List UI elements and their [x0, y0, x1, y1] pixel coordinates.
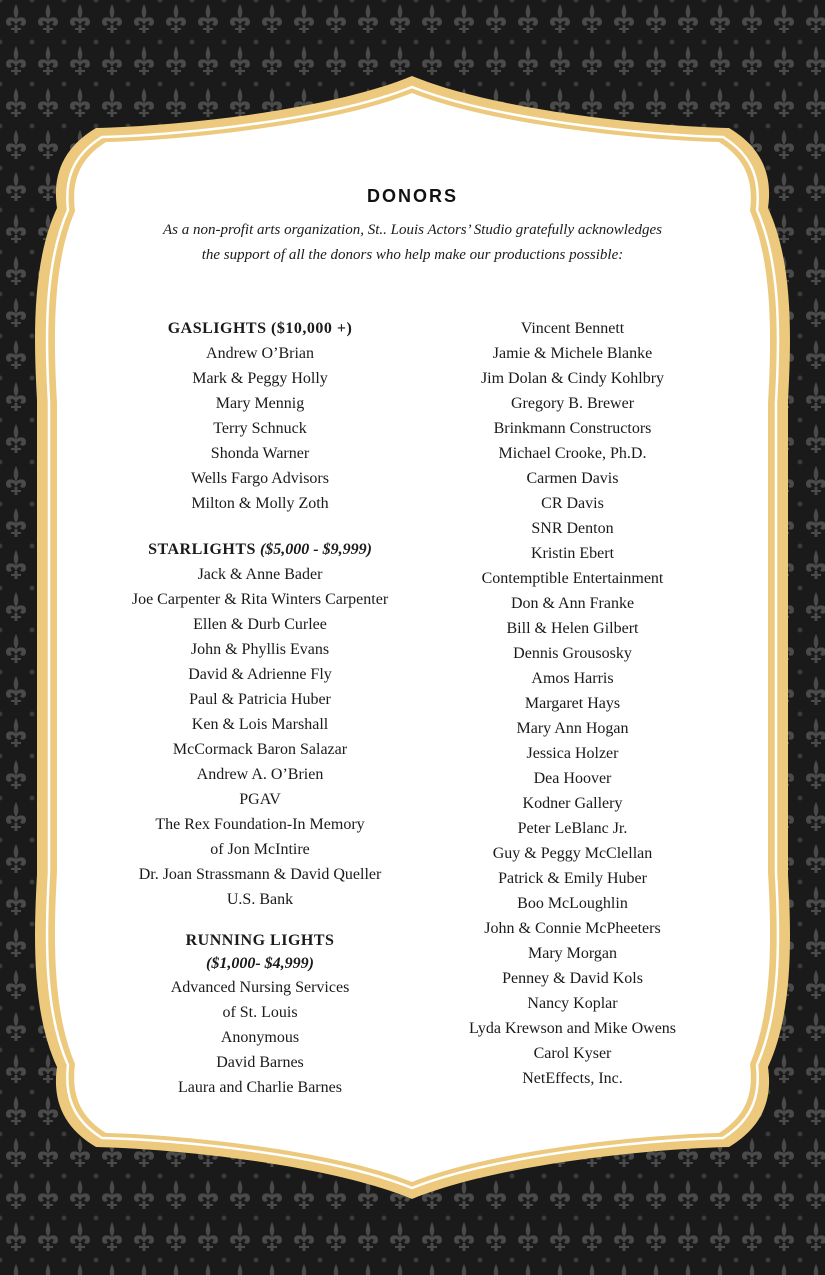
- gaslights-heading: GASLIGHTS ($10,000 +): [167, 320, 353, 337]
- donor-name: Milton & Molly Zoth: [191, 495, 329, 512]
- donor-name: Carol Kyser: [533, 1045, 612, 1062]
- donor-name: Amos Harris: [531, 670, 614, 687]
- donor-name: Ken & Lois Marshall: [191, 716, 329, 733]
- donor-name: John & Connie McPheeters: [484, 920, 661, 937]
- donor-name: Penney & David Kols: [502, 970, 643, 987]
- donor-name: The Rex Foundation-In Memory: [155, 816, 365, 833]
- donor-name: Kristin Ebert: [530, 545, 615, 562]
- donor-name: Don & Ann Franke: [510, 595, 635, 612]
- starlights-range: ($5,000 - $9,999): [259, 541, 372, 558]
- running-lights-range: ($1,000- $4,999): [206, 955, 314, 972]
- donor-name: Jessica Holzer: [526, 745, 619, 762]
- donor-name: Mary Morgan: [527, 945, 618, 962]
- donor-name: U.S. Bank: [226, 891, 294, 908]
- donor-name: John & Phyllis Evans: [190, 641, 330, 658]
- donor-name: Margaret Hays: [524, 695, 621, 712]
- donor-name: McCormack Baron Salazar: [172, 741, 348, 758]
- right-column-list: [425, 316, 720, 1091]
- donor-name: Brinkmann Constructors: [493, 420, 652, 437]
- donor-name: Gregory B. Brewer: [510, 395, 635, 412]
- donor-name: Jack & Anne Bader: [197, 566, 323, 583]
- donor-name: Wells Fargo Advisors: [191, 470, 329, 487]
- donor-name: Andrew O’Brian: [206, 345, 314, 362]
- intro-text: [110, 218, 715, 268]
- donor-name: Peter LeBlanc Jr.: [517, 820, 628, 837]
- donor-name: of St. Louis: [222, 1004, 298, 1021]
- donor-name: Jim Dolan & Cindy Kohlbry: [480, 370, 665, 387]
- donor-name: Anonymous: [220, 1029, 300, 1046]
- starlights-heading-label: STARLIGHTS: [148, 541, 256, 558]
- donor-name: Kodner Gallery: [522, 795, 623, 812]
- starlights-list: [110, 562, 410, 912]
- donor-name: Mark & Peggy Holly: [192, 370, 328, 387]
- donor-name: David Barnes: [216, 1054, 304, 1071]
- intro-line: the support of all the donors who help make our productions possible:: [201, 247, 624, 263]
- donor-name: PGAV: [239, 791, 281, 808]
- gaslights-list: [110, 341, 410, 516]
- donor-name: SNR Denton: [531, 520, 614, 537]
- page-title: DONORS: [366, 186, 458, 206]
- donor-name: Lyda Krewson and Mike Owens: [468, 1020, 677, 1037]
- starlights-heading: [110, 537, 410, 562]
- donor-name: Terry Schnuck: [213, 420, 307, 437]
- donor-name: CR Davis: [541, 495, 604, 512]
- donor-name: Guy & Peggy McClellan: [492, 845, 653, 862]
- donor-name: Vincent Bennett: [520, 320, 625, 337]
- donor-name: Dennis Grousosky: [513, 645, 632, 662]
- donor-name: Shonda Warner: [210, 445, 310, 462]
- right-column: [425, 316, 720, 1091]
- donor-name: Carmen Davis: [526, 470, 619, 487]
- donor-name: Advanced Nursing Services: [170, 979, 350, 996]
- donor-name: Nancy Koplar: [527, 995, 618, 1012]
- donor-name: Jamie & Michele Blanke: [492, 345, 653, 362]
- donor-name: Joe Carpenter & Rita Winters Carpenter: [131, 591, 389, 608]
- donor-name: NetEffects, Inc.: [522, 1070, 623, 1087]
- donor-name: Dea Hoover: [533, 770, 612, 787]
- donor-name: David & Adrienne Fly: [188, 666, 332, 683]
- running-lights-heading: RUNNING LIGHTS: [185, 932, 335, 949]
- donor-name: Mary Mennig: [215, 395, 305, 412]
- donor-name: of Jon McIntire: [210, 841, 310, 858]
- donor-name: Laura and Charlie Barnes: [178, 1079, 342, 1096]
- donor-name: Patrick & Emily Huber: [498, 870, 647, 887]
- donor-name: Ellen & Durb Curlee: [193, 616, 327, 633]
- left-column: [110, 316, 410, 1100]
- donor-name: Mary Ann Hogan: [516, 720, 629, 737]
- donor-name: Paul & Patricia Huber: [189, 691, 331, 708]
- donor-name: Dr. Joan Strassmann & David Queller: [138, 866, 382, 883]
- donor-name: Bill & Helen Gilbert: [506, 620, 639, 637]
- donor-name: Andrew A. O’Brien: [196, 766, 324, 783]
- donor-name: Contemptible Entertainment: [481, 570, 664, 587]
- donor-name: Michael Crooke, Ph.D.: [498, 445, 647, 462]
- intro-line: As a non-profit arts organization, St.. Louis Actors’ Studio gratefully acknowledges: [162, 222, 663, 238]
- donor-name: Boo McLoughlin: [517, 895, 628, 912]
- running-lights-list: [110, 975, 410, 1100]
